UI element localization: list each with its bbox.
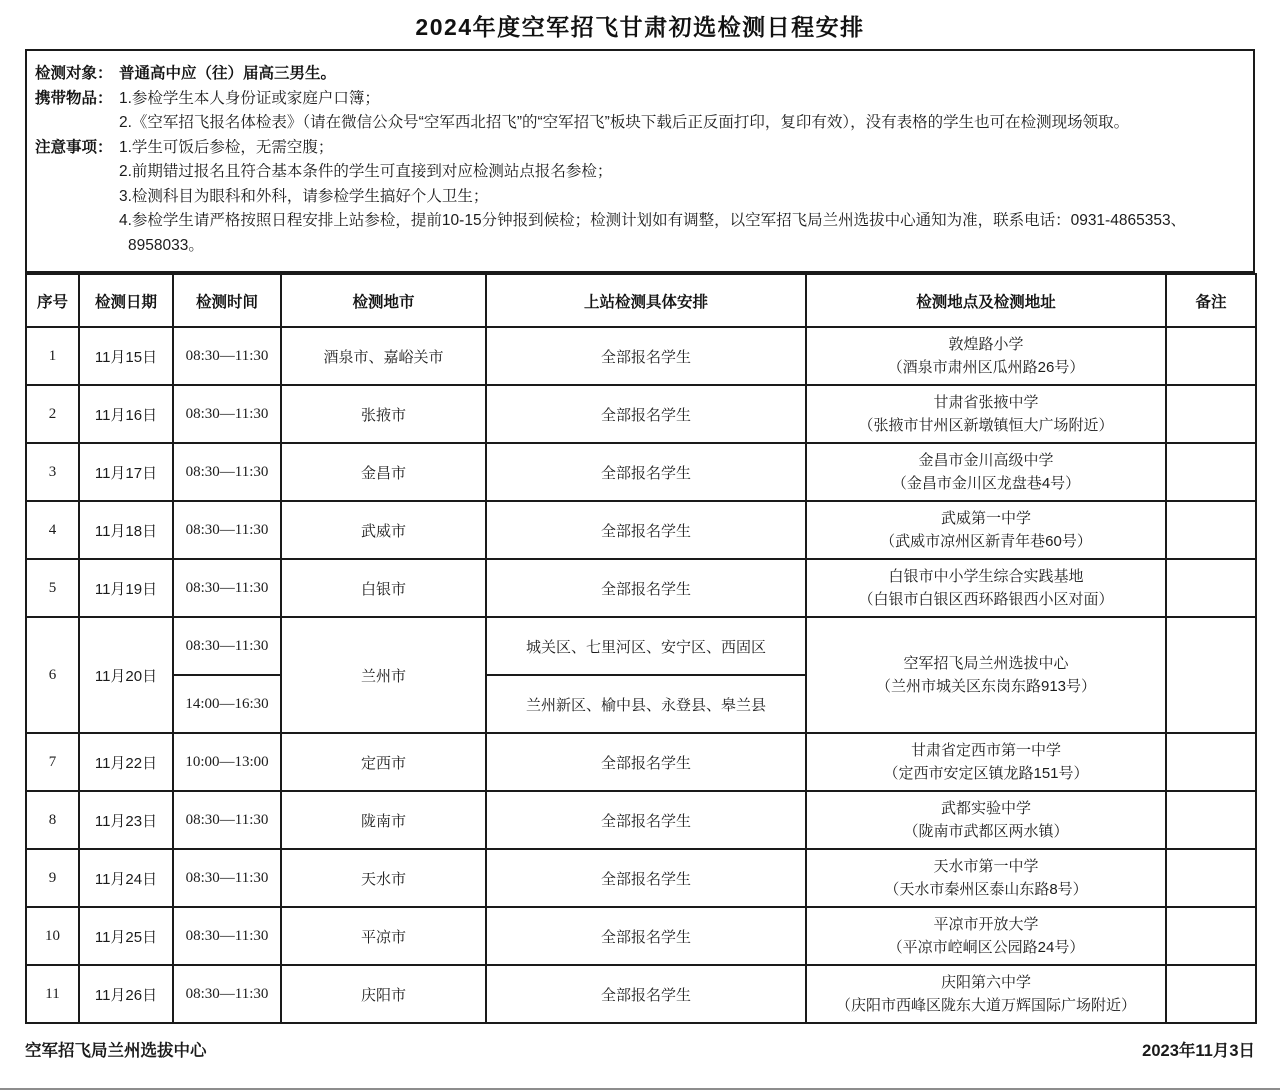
location-name: 庆阳第六中学 <box>940 974 1031 991</box>
cell-time: 08:30—11:30 <box>173 965 281 1023</box>
cell-city: 酒泉市、嘉峪关市 <box>281 327 486 385</box>
cell-arrangement: 全部报名学生 <box>486 907 806 965</box>
location-address: （酒泉市肃州区瓜州路26号） <box>887 359 1085 376</box>
col-header-time: 检测时间 <box>173 274 281 327</box>
cell-seq: 6 <box>26 617 79 733</box>
note-line: 1.参检学生本人身份证或家庭户口簿； <box>119 89 380 107</box>
note-label-notices: 注意事项： <box>35 138 113 156</box>
cell-location <box>806 733 1166 791</box>
location-name: 空军招飞局兰州选拔中心 <box>903 655 1069 672</box>
cell-date: 11月17日 <box>79 443 173 501</box>
cell-city: 兰州市 <box>281 617 486 733</box>
cell-location <box>806 791 1166 849</box>
cell-arrangement: 全部报名学生 <box>486 849 806 907</box>
cell-remark <box>1166 791 1256 849</box>
cell-arrangement: 全部报名学生 <box>486 791 806 849</box>
note-row-target <box>35 62 1241 87</box>
note-line: 8958033。 <box>128 236 204 254</box>
cell-remark <box>1166 559 1256 617</box>
footer-org: 空军招飞局兰州选拔中心 <box>25 1042 207 1060</box>
cell-arrangement: 兰州新区、榆中县、永登县、皋兰县 <box>486 675 806 733</box>
document-page <box>0 9 1280 1061</box>
cell-location <box>806 385 1166 443</box>
location-address: （平凉市崆峒区公园路24号） <box>887 939 1085 956</box>
cell-seq: 10 <box>26 907 79 965</box>
cell-date: 11月20日 <box>79 617 173 733</box>
col-header-city: 检测地市 <box>281 274 486 327</box>
notes-box <box>25 49 1255 273</box>
location-name: 天水市第一中学 <box>933 858 1039 875</box>
location-name: 金昌市金川高级中学 <box>918 452 1054 469</box>
cell-seq: 3 <box>26 443 79 501</box>
location-name: 甘肃省定西市第一中学 <box>910 742 1061 759</box>
cell-remark <box>1166 907 1256 965</box>
col-header-seq: 序号 <box>26 274 79 327</box>
location-address: （武威市凉州区新青年巷60号） <box>880 533 1092 550</box>
location-name: 武都实验中学 <box>940 800 1031 817</box>
cell-arrangement: 全部报名学生 <box>486 559 806 617</box>
cell-date: 11月23日 <box>79 791 173 849</box>
note-line: 1.学生可饭后参检，无需空腹； <box>119 138 334 156</box>
cell-time: 08:30—11:30 <box>173 385 281 443</box>
cell-location <box>806 965 1166 1023</box>
cell-city: 庆阳市 <box>281 965 486 1023</box>
location-address: （定西市安定区镇龙路151号） <box>883 765 1089 782</box>
location-name: 平凉市开放大学 <box>933 916 1039 933</box>
location-address: （金昌市金川区龙盘巷4号） <box>891 475 1081 492</box>
cell-remark <box>1166 849 1256 907</box>
cell-arrangement: 全部报名学生 <box>486 385 806 443</box>
col-header-remark: 备注 <box>1166 274 1256 327</box>
table-row <box>26 849 1256 907</box>
cell-remark <box>1166 443 1256 501</box>
cell-location <box>806 501 1166 559</box>
table-row <box>26 385 1256 443</box>
note-line: 普通高中应（往）届高三男生。 <box>119 65 337 82</box>
cell-city: 平凉市 <box>281 907 486 965</box>
location-address: （白银市白银区西环路银西小区对面） <box>858 591 1114 608</box>
cell-city: 定西市 <box>281 733 486 791</box>
page-footer <box>25 1037 1255 1061</box>
col-header-arrangement: 上站检测具体安排 <box>486 274 806 327</box>
cell-time: 08:30—11:30 <box>173 617 281 675</box>
cell-remark <box>1166 327 1256 385</box>
cell-location <box>806 617 1166 733</box>
table-row <box>26 965 1256 1023</box>
note-row-notices <box>35 136 1241 259</box>
location-address: （张掖市甘州区新墩镇恒大广场附近） <box>858 417 1114 434</box>
location-name: 敦煌路小学 <box>948 336 1024 353</box>
cell-arrangement: 全部报名学生 <box>486 501 806 559</box>
cell-city: 金昌市 <box>281 443 486 501</box>
cell-seq: 1 <box>26 327 79 385</box>
note-line: 2.前期错过报名且符合基本条件的学生可直接到对应检测站点报名参检； <box>119 163 613 180</box>
note-line: 4.参检学生请严格按照日程安排上站参检，提前10-15分钟报到候检；检测计划如有调整，以空军招飞局兰州选拔中心通知为准，联系电话：0931-4865353、 <box>119 212 1187 229</box>
cell-remark <box>1166 385 1256 443</box>
cell-remark <box>1166 733 1256 791</box>
cell-arrangement: 城关区、七里河区、安宁区、西固区 <box>486 617 806 675</box>
cell-date: 11月18日 <box>79 501 173 559</box>
cell-location <box>806 327 1166 385</box>
cell-city: 天水市 <box>281 849 486 907</box>
cell-location <box>806 849 1166 907</box>
table-row <box>26 907 1256 965</box>
table-row <box>26 617 1256 675</box>
cell-city: 张掖市 <box>281 385 486 443</box>
cell-time: 08:30—11:30 <box>173 559 281 617</box>
note-label-items: 携带物品： <box>35 89 113 107</box>
footer-date: 2023年11月3日 <box>1142 1042 1255 1060</box>
table-row <box>26 791 1256 849</box>
cell-seq: 9 <box>26 849 79 907</box>
cell-seq: 11 <box>26 965 79 1023</box>
location-address: （庆阳市西峰区陇东大道万辉国际广场附近） <box>835 997 1136 1014</box>
location-address: （陇南市武都区两水镇） <box>903 823 1069 840</box>
cell-seq: 2 <box>26 385 79 443</box>
cell-time: 08:30—11:30 <box>173 327 281 385</box>
cell-time: 08:30—11:30 <box>173 443 281 501</box>
header-row <box>26 274 1256 327</box>
cell-remark <box>1166 501 1256 559</box>
note-label-target: 检测对象： <box>35 65 113 82</box>
cell-seq: 4 <box>26 501 79 559</box>
cell-time: 08:30—11:30 <box>173 907 281 965</box>
col-header-location: 检测地点及检测地址 <box>806 274 1166 327</box>
cell-time: 08:30—11:30 <box>173 791 281 849</box>
cell-location <box>806 443 1166 501</box>
cell-seq: 8 <box>26 791 79 849</box>
cell-date: 11月15日 <box>79 327 173 385</box>
cell-date: 11月16日 <box>79 385 173 443</box>
table-row <box>26 327 1256 385</box>
cell-arrangement: 全部报名学生 <box>486 733 806 791</box>
schedule-table <box>25 273 1257 1024</box>
cell-time: 14:00—16:30 <box>173 675 281 733</box>
page-bottom-edge <box>0 1088 1280 1090</box>
table-row <box>26 443 1256 501</box>
note-line: 3.检测科目为眼科和外科，请参检学生搞好个人卫生； <box>119 187 489 205</box>
table-row <box>26 559 1256 617</box>
cell-city: 武威市 <box>281 501 486 559</box>
cell-location <box>806 907 1166 965</box>
cell-date: 11月24日 <box>79 849 173 907</box>
cell-seq: 7 <box>26 733 79 791</box>
cell-arrangement: 全部报名学生 <box>486 443 806 501</box>
location-name: 甘肃省张掖中学 <box>933 394 1039 411</box>
note-line: 2.《空军招飞报名体检表》（请在微信公众号“空军西北招飞”的“空军招飞”板块下载后正反面打印，复印有效），没有表格的学生也可在检测现场领取。 <box>119 114 1130 131</box>
cell-arrangement: 全部报名学生 <box>486 327 806 385</box>
cell-date: 11月25日 <box>79 907 173 965</box>
cell-arrangement: 全部报名学生 <box>486 965 806 1023</box>
cell-city: 白银市 <box>281 559 486 617</box>
cell-time: 08:30—11:30 <box>173 501 281 559</box>
cell-remark <box>1166 965 1256 1023</box>
location-name: 武威第一中学 <box>940 510 1031 527</box>
cell-city: 陇南市 <box>281 791 486 849</box>
table-row <box>26 501 1256 559</box>
cell-seq: 5 <box>26 559 79 617</box>
location-name: 白银市中小学生综合实践基地 <box>888 568 1084 585</box>
col-header-date: 检测日期 <box>79 274 173 327</box>
table-row <box>26 733 1256 791</box>
page-title: 2024年度空军招飞甘肃初选检测日程安排 <box>415 14 865 40</box>
location-address: （天水市秦州区泰山东路8号） <box>884 881 1088 898</box>
cell-date: 11月26日 <box>79 965 173 1023</box>
location-address: （兰州市城关区东岗东路913号） <box>875 678 1097 695</box>
cell-time: 08:30—11:30 <box>173 849 281 907</box>
cell-location <box>806 559 1166 617</box>
cell-date: 11月22日 <box>79 733 173 791</box>
note-row-items <box>35 87 1241 136</box>
cell-date: 11月19日 <box>79 559 173 617</box>
cell-remark <box>1166 617 1256 733</box>
cell-time: 10:00—13:00 <box>173 733 281 791</box>
